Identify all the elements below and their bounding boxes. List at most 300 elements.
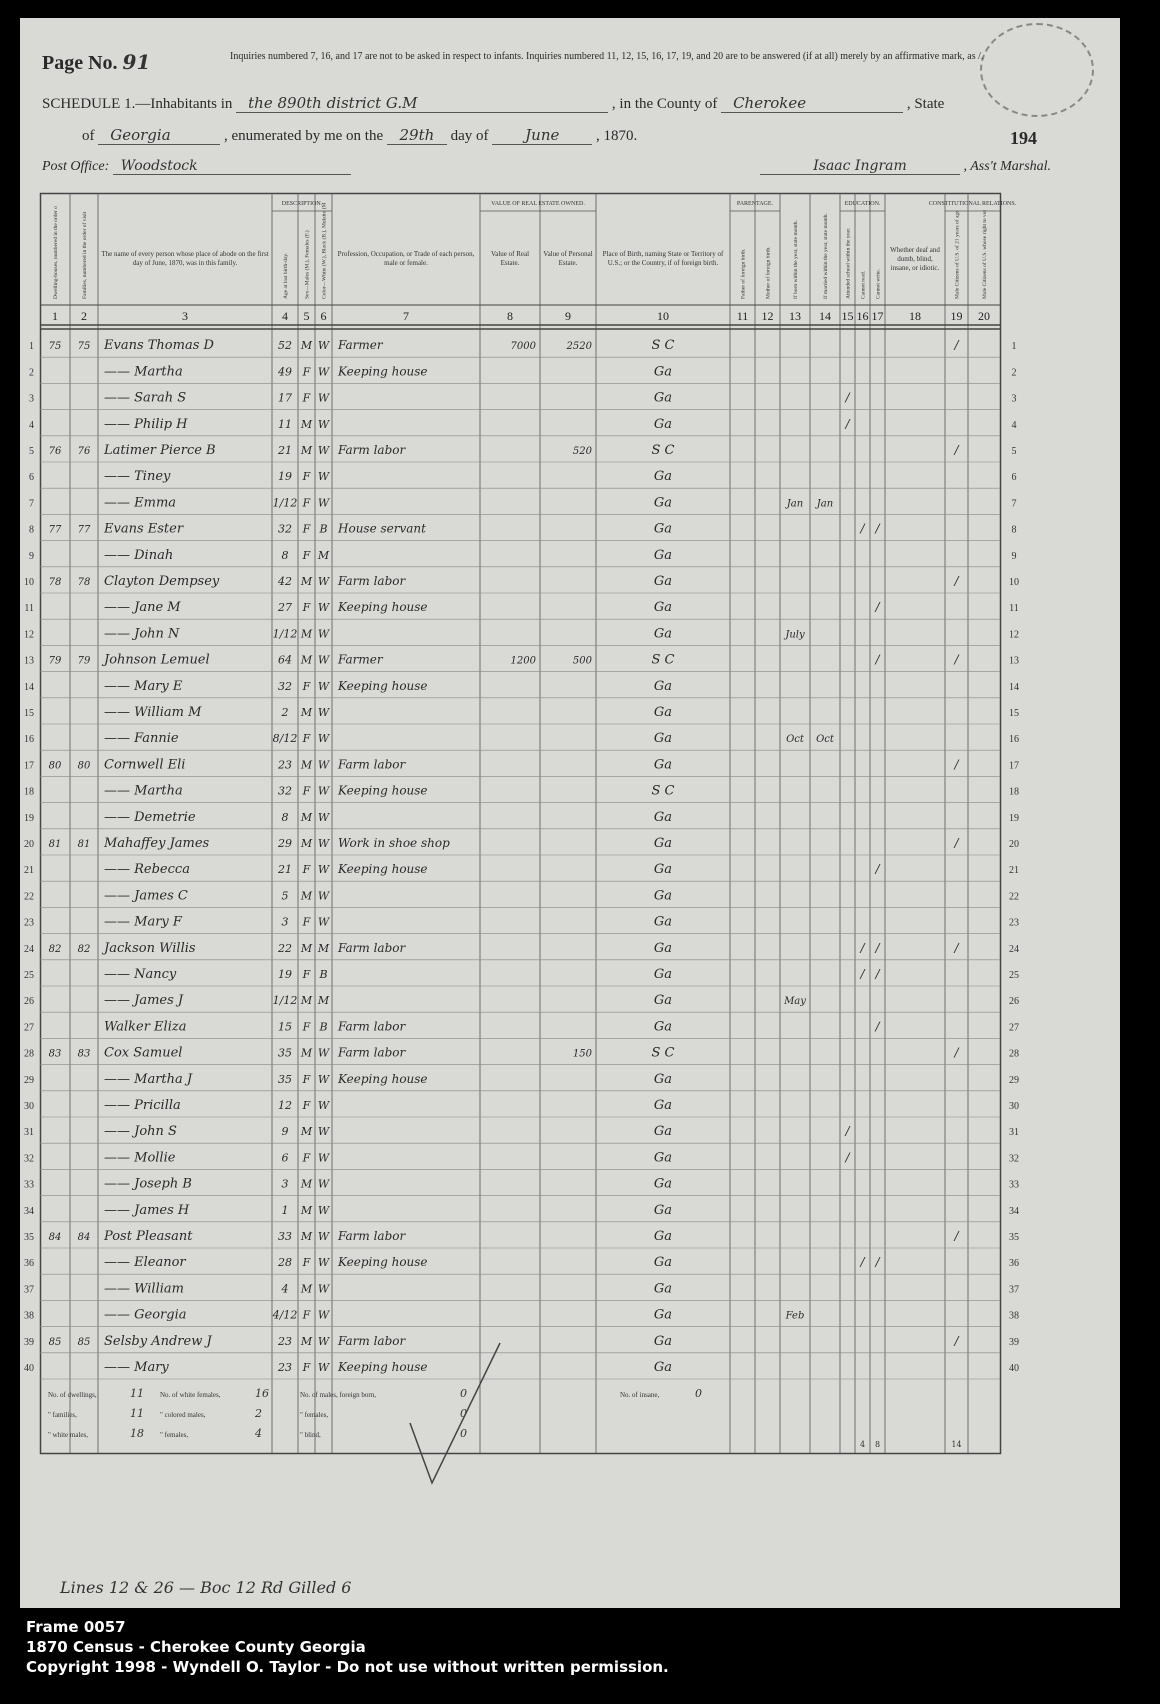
cell-sex: F [302,915,311,929]
line-number-left: 8 [29,524,34,536]
column-header-1: Dwelling-houses, numbered in the order o [53,206,59,299]
cell-sex: F [302,863,311,877]
line-number-left: 2 [29,367,34,379]
cell-birth: Ga [653,836,673,851]
cell-color: W [317,915,330,929]
cell-sex: M [300,1046,313,1060]
cell-fam: 81 [77,839,91,850]
cell-dw: 77 [48,524,62,536]
line-number-left: 33 [24,1179,34,1191]
cell-occ: Farm labor [338,757,406,772]
cell-c17: / [875,862,880,877]
cell-birth: Ga [653,940,673,956]
cell-age: 29 [278,837,292,850]
line-number-left: 16 [24,734,34,746]
cell-birth: Ga [653,1229,673,1244]
column-number-17: 17 [871,309,884,323]
line-number-left: 28 [24,1048,34,1060]
cell-name: —— Mary F [104,914,182,930]
line-number-left: 24 [24,943,34,955]
line-number-right: 24 [1009,943,1019,955]
cell-color: W [317,1099,330,1112]
day-of-label: day of [450,128,489,144]
cell-c17: / [875,652,880,667]
cell-sex: F [302,470,311,484]
cell-age: 15 [278,1020,292,1034]
line-number-right: 23 [1009,917,1019,929]
tot-white-females-label: No. of white females, [160,1391,221,1399]
cell-age: 1 [281,1203,289,1217]
cell-birth: S C [651,338,675,354]
cell-birth: Ga [653,469,673,485]
cell-name: —— John N [104,626,180,642]
column-number-7: 7 [403,309,409,323]
cell-occ: Farm labor [338,443,406,457]
column-header-12: Mother of foreign birth. [765,246,772,299]
cell-occ: Farm labor [338,1019,406,1034]
column-number-3: 3 [182,309,188,323]
line-number-right: 35 [1009,1232,1019,1243]
cell-name: Clayton Dempsey [104,574,220,589]
cell-age: 28 [278,1256,292,1270]
tot-white-males: 18 [130,1427,144,1440]
cell-birth: Ga [653,547,673,563]
line-number-left: 22 [24,891,34,903]
year-value: , 1870. [596,128,638,144]
column-header-3: The name of every person whose place of abode on the first day of June, 1870, was in this family. [101,250,269,267]
line-number-left: 10 [24,577,34,588]
tot-colored-males-label: " colored males, [160,1411,206,1419]
line-number-left: 3 [29,393,34,405]
column-header-9: Value of Personal Estate. [543,250,593,267]
cell-age: 8 [281,548,289,562]
cell-sex: F [302,679,311,693]
line-number-right: 9 [1011,550,1017,562]
line-number-left: 34 [24,1205,34,1217]
column-header-20: Male Citizens of U.S. whose right to vot [982,209,988,299]
cell-color: M [317,941,330,955]
cell-color: W [317,470,330,484]
cell-occ: Farmer [338,338,383,353]
state-label: , State [906,96,945,112]
line-number-right: 4 [1011,419,1017,431]
line-number-right: 40 [1009,1363,1019,1374]
line-number-right: 38 [1009,1310,1019,1322]
county-value: Cherokee [721,94,903,113]
cell-occ: Farm labor [338,574,406,588]
state-value: Georgia [98,126,220,145]
enumerated-label: , enumerated by me on the [224,128,384,144]
cell-fam: 77 [77,524,91,536]
line-number-left: 23 [24,917,34,929]
cell-birth: S C [651,443,675,458]
line-number-left: 30 [24,1101,34,1112]
line-number-right: 10 [1009,577,1019,588]
cell-name: Mahaffey James [104,836,210,851]
cell-color: W [317,365,330,379]
inquiries-note: Inquiries numbered 7, 16, and 17 are not to be asked in respect to infants. Inquiries numbered 11, 12, 15, 16, 17, 19, and 20 are to be answered (if at all) merely by an affirmative mark, as /. [230,51,984,62]
cell-color: W [317,1125,330,1139]
column-header-13: If born within the year, state month. [793,220,799,299]
column-number-4: 4 [282,309,288,323]
line-number-left: 13 [24,655,34,667]
day-value: 29th [387,126,447,145]
line-number-left: 7 [29,498,34,510]
cell-age: 19 [278,968,292,981]
cell-birth: Ga [653,757,673,773]
line-number-left: 40 [24,1363,34,1374]
cell-name: —— James H [104,1202,190,1218]
schedule-line [42,94,944,113]
cell-c16: / [860,967,865,981]
cell-age: 8 [281,810,289,824]
line-number-left: 21 [24,865,34,877]
cell-name: Walker Eliza [104,1019,187,1035]
line-number-left: 20 [24,839,34,850]
cell-age: 8/12 [272,732,298,746]
cell-age: 21 [278,444,292,457]
column-header-8: Value of Real Estate. [490,250,530,267]
cell-color: B [319,522,328,536]
cell-sex: F [302,601,311,615]
cell-sex: F [302,391,311,405]
cell-name: —— Mary E [104,678,183,694]
cell-age: 49 [278,365,292,379]
cell-fam: 82 [77,943,91,955]
cell-occ: Keeping house [338,364,428,379]
cell-color: W [317,679,330,693]
cell-occ: Farmer [338,652,383,667]
cell-birth: Ga [653,364,673,380]
cell-occ: Farm labor [338,1045,406,1060]
cell-birth: Ga [653,1360,673,1375]
cell-color: W [317,1334,330,1348]
column-number-11: 11 [736,309,749,323]
cell-pers: 150 [572,1048,592,1060]
cell-name: —— John S [104,1124,177,1140]
line-number-right: 28 [1009,1048,1019,1060]
cell-dw: 84 [48,1232,62,1243]
cell-color: W [317,1177,330,1191]
cell-sex: F [302,1099,311,1112]
cell-name: —— Mary [104,1360,169,1375]
cell-age: 52 [278,339,292,353]
column-number-10: 10 [657,309,669,323]
line-number-left: 36 [24,1258,34,1270]
cell-birth: Ga [653,416,673,432]
cell-age: 3 [281,915,289,929]
group-header-constitutional: CONSTITUTIONAL RELATIONS. [928,201,1017,207]
cell-age: 32 [278,784,292,798]
line-number-right: 32 [1009,1153,1019,1165]
cell-birth: Ga [653,678,673,694]
month-value: June [492,126,592,145]
cell-name: —— Martha J [104,1071,193,1087]
cell-birth: Ga [653,574,673,589]
cell-color: W [317,1361,330,1374]
sheet-number: 194 [1010,128,1037,148]
cell-sex: M [300,575,313,588]
line-number-left: 35 [24,1232,34,1243]
cell-color: W [317,1282,330,1296]
cell-name: Evans Thomas D [104,338,214,354]
cell-age: 11 [278,417,292,431]
line-number-right: 37 [1009,1284,1019,1296]
line-number-right: 7 [1011,498,1017,510]
cell-c17: / [875,1019,880,1034]
cell-name: —— Martha [104,783,183,799]
line-number-left: 19 [24,812,34,824]
line-number-right: 26 [1009,996,1019,1008]
cell-c19: / [954,338,959,353]
marshal-line [760,158,1051,175]
of-label: of [82,128,95,144]
cell-sex: F [302,548,311,562]
line-number-right: 17 [1009,760,1019,772]
tot-insane: 0 [695,1387,702,1400]
cell-sex: F [302,1151,311,1165]
cell-age: 33 [278,1230,292,1243]
cell-dw: 75 [48,341,62,353]
line-number-right: 5 [1011,446,1017,457]
column-header-11: Father of foreign birth. [740,248,747,299]
cell-name: —— James C [104,888,188,904]
cell-birth: Ga [653,888,673,904]
census-table [24,193,1100,1488]
cell-color: W [317,837,330,850]
cell-c15: / [845,390,850,405]
line-number-right: 36 [1009,1258,1019,1270]
cell-birth: Ga [653,1124,673,1140]
cell-birth: Ga [653,626,673,642]
line-number-left: 15 [24,708,34,719]
cell-color: M [317,548,330,562]
cell-name: —— Joseph B [104,1176,192,1192]
cell-c19: / [954,574,959,588]
cell-sex: M [300,706,313,719]
cell-pers: 520 [572,446,592,457]
enumeration-line [82,126,637,145]
cell-sex: M [300,1334,313,1348]
cell-name: —— Eleanor [104,1255,186,1271]
cell-name: —— Philip H [104,416,188,432]
cell-fam: 76 [77,446,91,457]
cell-c15: / [845,1124,850,1139]
line-number-left: 5 [29,446,34,457]
cell-dw: 81 [48,839,62,850]
line-number-left: 6 [29,472,34,484]
cell-name: —— Nancy [104,967,177,982]
line-number-left: 12 [24,629,34,641]
line-number-right: 34 [1009,1205,1019,1217]
page-no-value: 91 [122,50,151,74]
cell-sex: M [300,627,313,641]
line-number-right: 20 [1009,839,1019,850]
column-number-14: 14 [819,309,831,323]
cell-sex: F [302,1072,311,1086]
line-number-left: 9 [29,550,34,562]
line-number-left: 31 [24,1127,34,1139]
tot-blind: 0 [460,1427,467,1440]
cell-birth: Ga [653,1150,673,1166]
cell-m13: Feb [785,1310,805,1322]
cell-fam: 84 [77,1232,91,1243]
line-number-right: 21 [1009,865,1019,877]
cell-birth: Ga [653,1071,673,1087]
tot-colored-males: 2 [255,1407,262,1420]
cell-color: W [317,444,330,457]
cell-birth: Ga [653,1098,673,1113]
cell-color: M [317,994,330,1008]
cell-sex: M [300,653,313,667]
line-number-right: 33 [1009,1179,1019,1191]
cell-real: 7000 [510,341,536,353]
cell-birth: S C [651,1045,675,1061]
tot-families: 11 [130,1407,144,1420]
cell-color: W [317,1308,330,1322]
column-header-5: Sex—Males (M.), Females (F.) [304,230,311,299]
tot-females-label: " females, [160,1431,189,1439]
cell-color: W [317,810,330,824]
caption-title: 1870 Census - Cherokee County Georgia [26,1638,366,1656]
cell-dw: 82 [48,943,62,955]
column-number-9: 9 [565,309,571,323]
line-number-right: 11 [1009,603,1019,615]
line-number-right: 31 [1009,1127,1019,1139]
cell-age: 9 [281,1125,289,1139]
cell-m13: July [785,629,805,641]
column-header-7: Profession, Occupation, or Trade of each person, male or female. [337,250,475,267]
cell-fam: 85 [77,1336,91,1348]
cell-color: W [317,1256,330,1270]
cell-color: W [317,1151,330,1165]
cell-color: W [317,732,330,746]
cell-pers: 2520 [566,341,592,353]
cell-sex: M [300,810,313,824]
cell-age: 6 [281,1151,289,1165]
cell-m13: May [784,996,806,1008]
cell-name: —— Demetrie [104,809,196,825]
line-number-right: 27 [1009,1022,1019,1034]
cell-sex: M [300,417,313,431]
post-office-line [42,158,351,175]
line-number-right: 12 [1009,629,1019,641]
cell-sex: F [302,1020,311,1034]
cell-c17: / [875,940,880,955]
cell-age: 3 [281,1177,289,1191]
cell-sex: F [302,784,311,798]
cell-fam: 83 [77,1048,91,1060]
line-number-left: 38 [24,1310,34,1322]
line-number-left: 1 [29,341,34,353]
cell-c19: / [954,1045,959,1060]
cell-occ: Keeping house [338,1360,428,1374]
line-number-right: 13 [1009,655,1019,667]
cell-occ: Keeping house [338,783,428,798]
cell-age: 64 [278,653,292,667]
column-header-19: Male Citizens of U.S. of 21 years of age [954,210,961,299]
marshal-name: Isaac Ingram [760,158,960,175]
line-number-right: 39 [1009,1336,1019,1348]
group-header-parentage: PARENTAGE. [736,201,774,207]
cell-color: W [317,1072,330,1086]
cell-sex: M [300,837,313,850]
line-number-right: 16 [1009,734,1019,746]
cell-occ: Keeping house [338,600,428,615]
cell-age: 12 [278,1099,292,1112]
cell-color: W [317,496,330,510]
cell-color: B [319,968,328,981]
cell-c17: / [875,1255,880,1270]
cell-name: —— Emma [104,495,177,511]
cell-color: W [317,1230,330,1243]
cell-sex: F [302,1308,311,1322]
line-number-left: 25 [24,970,34,981]
cell-sex: M [300,941,313,955]
tot-white-females: 16 [255,1387,269,1400]
cell-birth: Ga [653,600,673,616]
cell-name: Selsby Andrew J [104,1333,212,1349]
line-number-left: 18 [24,786,34,798]
cell-m14: Jan [816,498,834,510]
column-header-18: Whether deaf and dumb, blind, insane, or idiotic. [890,245,940,272]
cell-age: 17 [278,391,292,405]
group-header-real_estate: VALUE OF REAL ESTATE OWNED. [491,201,585,207]
cell-c19: / [954,836,959,850]
cell-dw: 85 [48,1336,62,1348]
cell-c19: / [954,1333,959,1348]
cell-m14: Oct [816,734,834,746]
tot-col16: 4 [859,1440,866,1449]
cell-color: W [317,758,330,772]
cell-dw: 83 [48,1048,62,1060]
cell-dw: 79 [48,655,62,667]
cell-color: W [317,863,330,877]
cell-color: W [317,653,330,667]
cell-c17: / [875,967,880,981]
cell-color: W [317,339,330,353]
caption-frame: Frame 0057 [26,1618,126,1636]
column-number-15: 15 [841,309,854,323]
page-no-label: Page No. [42,52,118,74]
cell-c16: / [860,521,865,536]
cell-c19: / [954,757,959,772]
cell-birth: Ga [653,809,673,825]
cell-dw: 80 [48,760,62,772]
cell-name: Johnson Lemuel [104,652,210,668]
group-header-education: EDUCATION. [844,201,881,207]
cell-color: W [317,784,330,798]
tot-families-label: " families, [48,1411,77,1419]
group-header-description: DESCRIPTION. [281,201,323,207]
cell-sex: M [300,889,313,903]
column-header-6: Color—White (W.), Black (B.), Mulatto (M [321,202,328,299]
cell-birth: Ga [653,495,673,511]
column-number-12: 12 [761,309,774,323]
line-number-right: 30 [1009,1101,1019,1112]
cell-color: B [319,1020,328,1034]
schedule-label: SCHEDULE 1.—Inhabitants in [42,96,233,112]
cell-occ: Keeping house [338,1071,428,1086]
cell-birth: Ga [653,993,673,1009]
cell-age: 5 [281,889,289,903]
line-number-left: 17 [24,760,34,772]
cell-c17: / [875,521,880,536]
cell-sex: M [300,1230,313,1243]
tot-females: 4 [255,1427,262,1440]
cell-color: W [317,889,330,903]
cell-age: 42 [278,575,292,588]
